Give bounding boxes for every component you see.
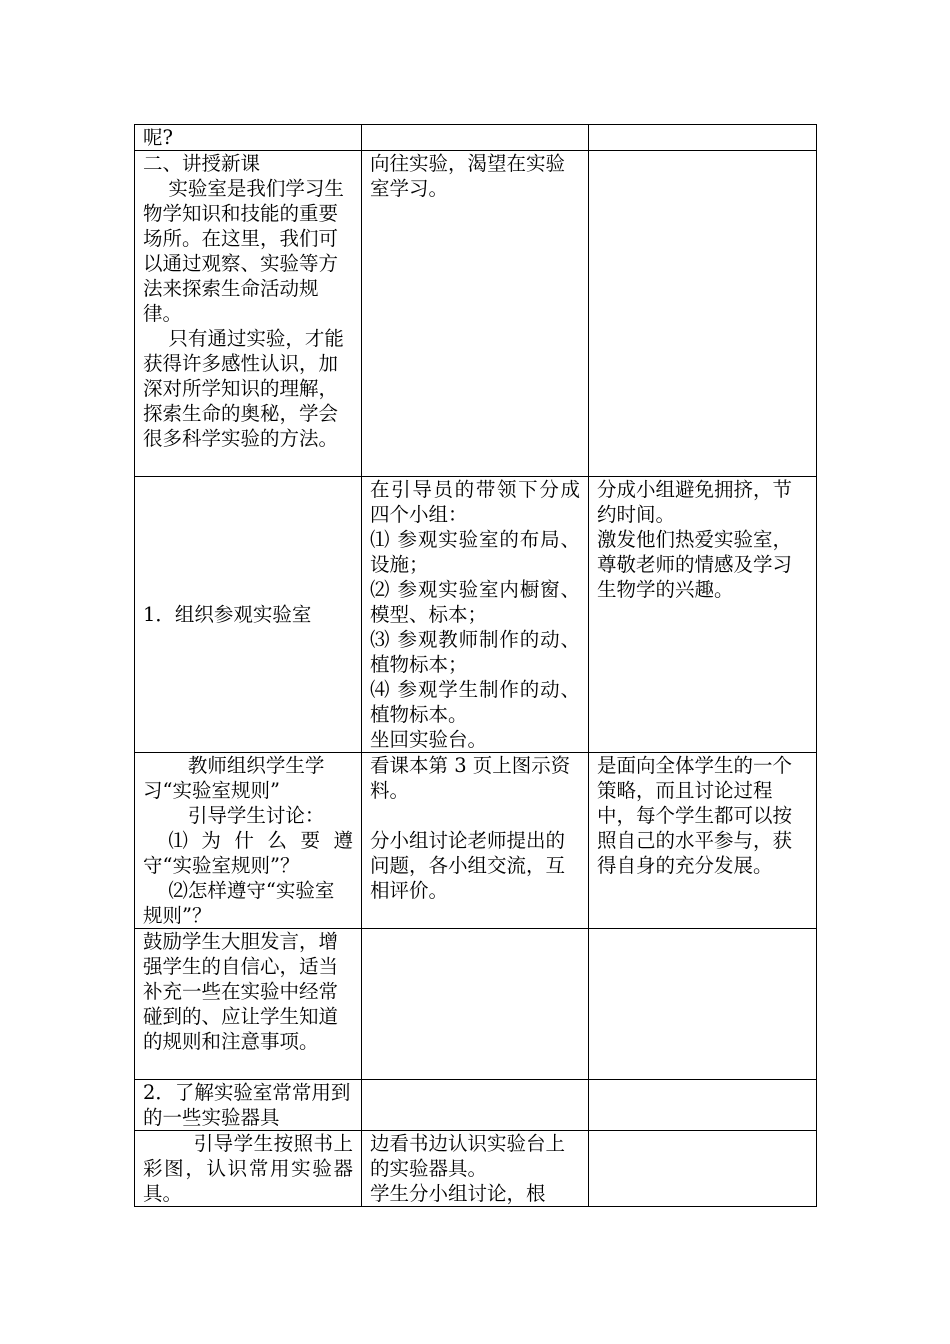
table-cell-teacher <box>135 753 362 929</box>
cell-text: ⑶ 参观教师制作的动、植物标本； <box>370 628 580 676</box>
cell-text: ⑵怎样遵守“实验室规则”？ <box>143 879 335 927</box>
cell-text: 边看书边认识实验台上的实验器具。 <box>370 1132 566 1180</box>
table-cell-teacher <box>135 151 362 477</box>
table-row <box>135 1080 817 1131</box>
table-row <box>135 1131 817 1207</box>
cell-text: 坐回实验台。 <box>370 728 488 751</box>
table-row <box>135 929 817 1080</box>
table-cell-intent <box>589 151 817 477</box>
table-cell-teacher <box>135 1080 362 1131</box>
table-cell-student <box>362 753 589 929</box>
cell-text: 分小组讨论老师提出的问题，各小组交流，互相评价。 <box>370 829 566 902</box>
table-cell-intent <box>589 125 817 151</box>
table-cell-intent <box>589 1131 817 1207</box>
table-cell-teacher <box>135 1131 362 1207</box>
cell-text: 只有通过实验，才能获得许多感性认识，加深对所学知识的理解，探索生命的奥秘，学会很多科学实验的方法。 <box>143 327 344 450</box>
cell-text: 鼓励学生大胆发言，增强学生的自信心，适当补充一些在实验中经常碰到的、应让学生知道的规则和注意事项。 <box>143 930 339 1053</box>
table-cell-student <box>362 125 589 151</box>
table-cell-intent <box>589 1080 817 1131</box>
section-heading: 1．组织参观实验室 <box>143 603 312 626</box>
table-row <box>135 753 817 929</box>
cell-text: ⑴ 为 什 么 要 遵 守“实验室规则”？ <box>143 829 353 877</box>
table-row <box>135 125 817 151</box>
table-cell-student <box>362 929 589 1080</box>
table-cell-student <box>362 151 589 477</box>
cell-text: 学生分小组讨论，根 <box>370 1182 546 1205</box>
cell-text: ⑵ 参观实验室内橱窗、模型、标本； <box>370 578 580 626</box>
cell-text: 教师组织学生学习“实验室规则” <box>143 754 325 802</box>
table-row <box>135 477 817 753</box>
table-cell-intent <box>589 929 817 1080</box>
table-cell-teacher <box>135 929 362 1080</box>
cell-text: ⑷ 参观学生制作的动、植物标本。 <box>370 678 580 726</box>
table-cell-teacher <box>135 125 362 151</box>
lesson-plan-table <box>134 124 817 1207</box>
cell-text: 激发他们热爱实验室，尊敬老师的情感及学习生物学的兴趣。 <box>597 528 793 601</box>
cell-text: 分成小组避免拥挤，节约时间。 <box>597 478 793 526</box>
table-cell-teacher <box>135 477 362 753</box>
cell-text: 向往实验，渴望在实验室学习。 <box>370 152 566 200</box>
table-cell-intent <box>589 753 817 929</box>
cell-text: 是面向全体学生的一个策略，而且讨论过程中，每个学生都可以按照自己的水平参与，获得自身的充分发展。 <box>597 754 793 877</box>
cell-text: ⑴ 参观实验室的布局、设施； <box>370 528 580 576</box>
table-cell-intent <box>589 477 817 753</box>
section-heading: 二、讲授新课 <box>143 152 261 175</box>
table-cell-student <box>362 1131 589 1207</box>
cell-text: 实验室是我们学习生物学知识和技能的重要场所。在这里，我们可以通过观察、实验等方法来探索生命活动规律。 <box>143 177 344 325</box>
cell-text: 引导学生按照书上彩图，认识常用实验器具。 <box>143 1132 353 1205</box>
table-row <box>135 151 817 477</box>
cell-text: 在引导员的带领下分成四个小组： <box>370 478 580 526</box>
section-heading: 2．了解实验室常常用到的一些实验器具 <box>143 1081 351 1129</box>
cell-text: 呢? <box>143 126 173 149</box>
cell-text: 引导学生讨论： <box>187 804 325 827</box>
table-cell-student <box>362 1080 589 1131</box>
cell-text: 看课本第 3 页上图示资料。 <box>370 754 571 802</box>
table-cell-student <box>362 477 589 753</box>
